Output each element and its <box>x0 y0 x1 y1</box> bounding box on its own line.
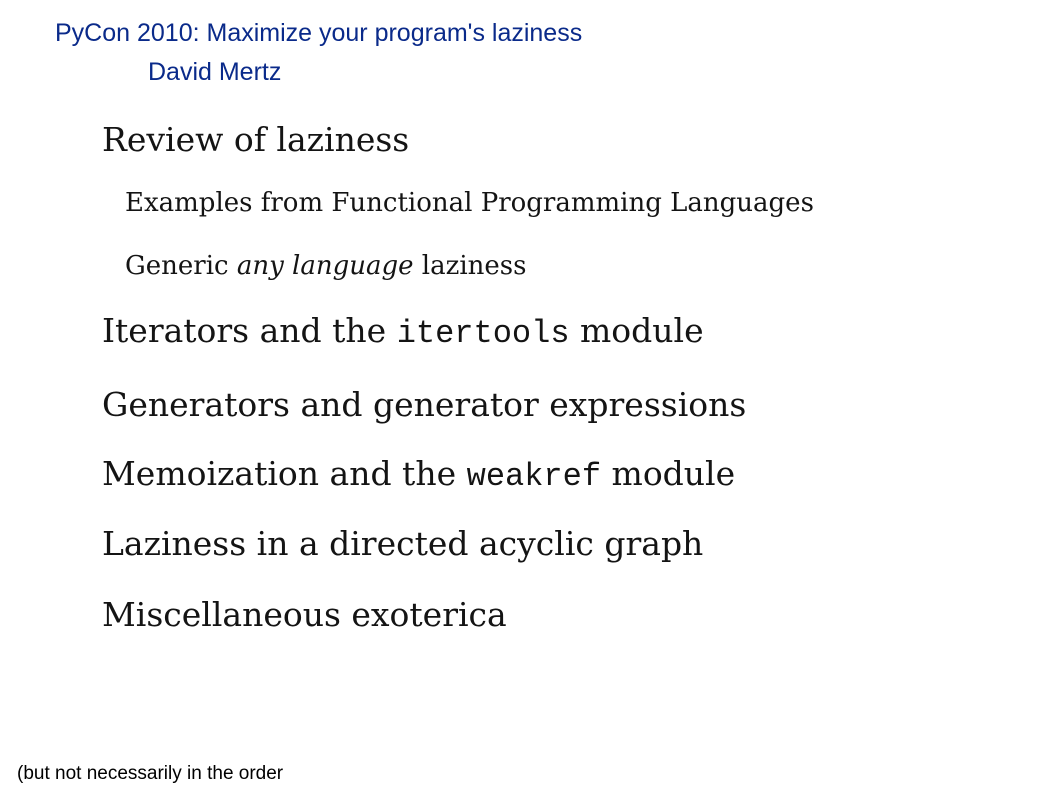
outline-subitem-examples-fp: Examples from Functional Programming Languages <box>125 188 814 218</box>
outline-item-misc: Miscellaneous exoterica <box>102 595 507 634</box>
outline-item-generators: Generators and generator expressions <box>102 385 747 424</box>
outline-item-iterators <box>102 311 704 354</box>
generic-suffix-text: laziness <box>413 251 527 281</box>
outline-item-review: Review of laziness <box>102 120 410 159</box>
outline-subitem-generic <box>125 250 526 282</box>
iterators-prefix-text: Iterators and the <box>102 311 397 350</box>
generic-prefix-text: Generic <box>125 251 237 281</box>
slide-header-author: David Mertz <box>148 58 282 86</box>
generic-emphasis-text: any language <box>236 251 414 281</box>
outline-item-memoization <box>102 454 735 497</box>
footer-note: (but not necessarily in the order <box>17 763 284 784</box>
memo-suffix-text: module <box>601 454 736 493</box>
itertools-code-text: itertools <box>396 315 570 352</box>
outline-item-dag: Laziness in a directed acyclic graph <box>102 524 704 563</box>
slide-header-title: PyCon 2010: Maximize your program's laziness <box>55 19 583 47</box>
weakref-code-text: weakref <box>466 458 602 495</box>
memo-prefix-text: Memoization and the <box>102 454 467 493</box>
iterators-suffix-text: module <box>569 311 704 350</box>
